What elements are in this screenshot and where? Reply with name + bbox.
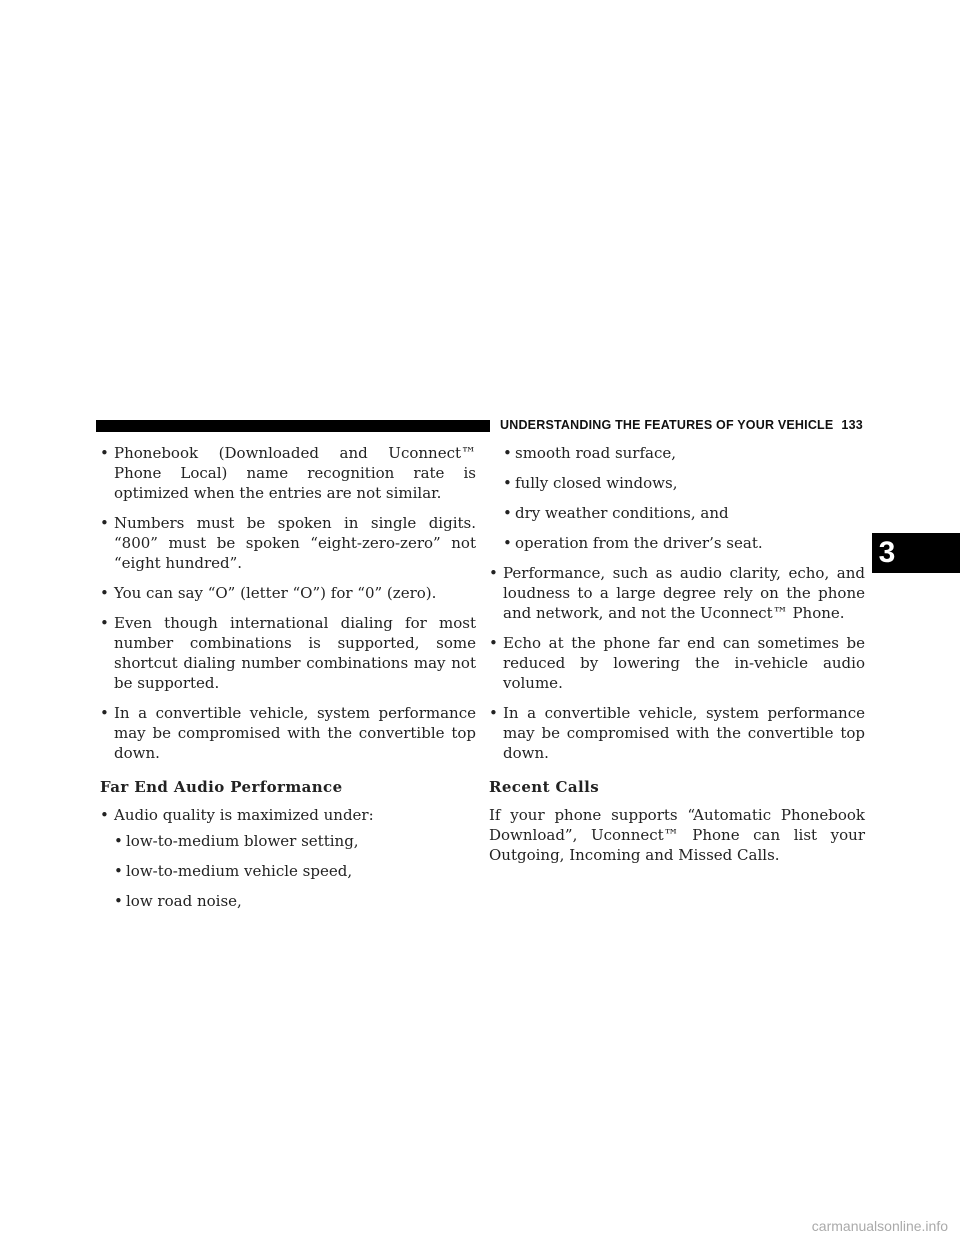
running-header [500, 418, 863, 432]
list-item: • Phonebook (Downloaded and Uconnect™ Phone Local) name recognition rate is optimized when the entries are not similar. [100, 443, 476, 503]
list-item: • Even though international dialing for most number combinations is supported, some shortcut dialing number combinations may not be supported. [100, 613, 476, 693]
left-column [100, 443, 476, 921]
list-item: • low-to-medium blower setting, [114, 831, 476, 851]
header-bar [96, 420, 490, 432]
list-item: • Numbers must be spoken in single digits. “800” must be spoken “eight-zero-zero” not “eight hundred”. [100, 513, 476, 573]
list-item: • low-to-medium vehicle speed, [114, 861, 476, 881]
list-item: • In a convertible vehicle, system performance may be compromised with the convertible top down. [489, 703, 865, 763]
performance-list [489, 563, 865, 763]
audio-list [100, 805, 476, 825]
list-item: • Performance, such as audio clarity, echo, and loudness to a large degree rely on the phone and network, and not the Uconnect™ Phone. [489, 563, 865, 623]
list-item: • fully closed windows, [503, 473, 865, 493]
list-item: • dry weather conditions, and [503, 503, 865, 523]
list-item: • In a convertible vehicle, system performance may be compromised with the convertible top down. [100, 703, 476, 763]
section-heading-far-end-audio: Far End Audio Performance [100, 778, 343, 796]
list-item: • Echo at the phone far end can sometimes be reduced by lowering the in-vehicle audio volume. [489, 633, 865, 693]
list-item: • operation from the driver’s seat. [503, 533, 865, 553]
audio-conditions-list [114, 831, 476, 911]
audio-conditions-list-continued [503, 443, 865, 553]
watermark: carmanualsonline.info [811, 1218, 948, 1234]
right-column [489, 443, 865, 865]
header-title: UNDERSTANDING THE FEATURES OF YOUR VEHICLE [500, 418, 834, 432]
chapter-number: 3 [878, 536, 896, 569]
recent-calls-paragraph: If your phone supports “Automatic Phonebook Download”, Uconnect™ Phone can list your Outgoing, Incoming and Missed Calls. [489, 806, 865, 864]
tips-list [100, 443, 476, 763]
list-item: • Audio quality is maximized under: [100, 805, 476, 825]
page-number: 133 [841, 418, 863, 432]
section-heading-recent-calls: Recent Calls [489, 778, 600, 796]
chapter-tab [872, 533, 960, 573]
list-item: • smooth road surface, [503, 443, 865, 463]
list-item: • low road noise, [114, 891, 476, 911]
list-item: • You can say “O” (letter “O”) for “0” (zero). [100, 583, 476, 603]
